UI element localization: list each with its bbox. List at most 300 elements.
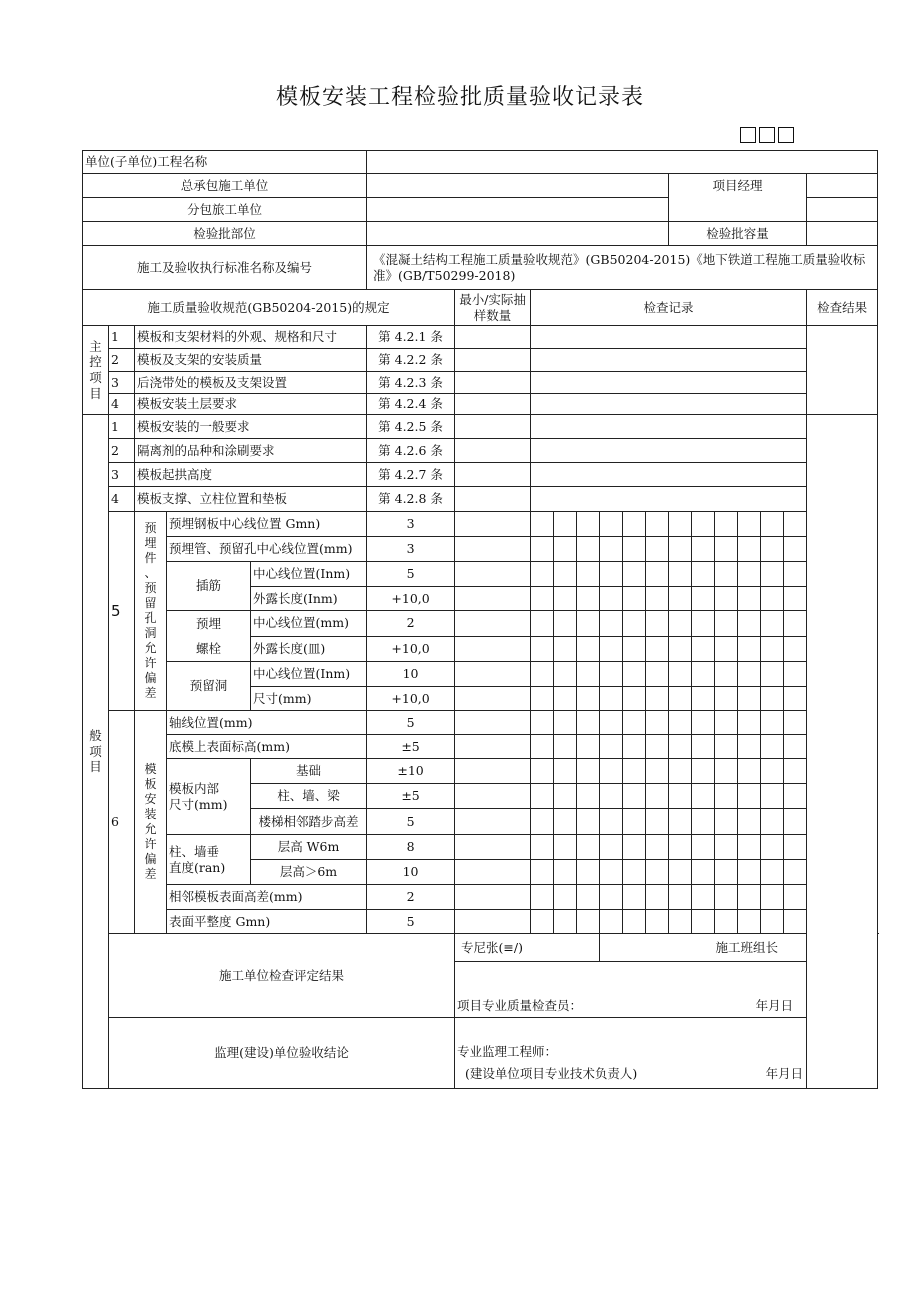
hole-label: 预留洞 [167, 662, 251, 711]
deviation-desc: 底模上表面标高(mm) [167, 735, 367, 759]
record-cell[interactable] [761, 537, 784, 562]
record-cell[interactable] [577, 636, 600, 662]
deviation-desc: 中心线位置(Inm) [251, 662, 367, 687]
record-cell[interactable] [531, 687, 554, 711]
sample-cell[interactable] [455, 611, 531, 637]
record-cell[interactable] [531, 735, 554, 759]
record-cell[interactable] [692, 809, 715, 835]
item-clause: 第 4.2.4 条 [367, 394, 455, 415]
record-cell[interactable] [761, 885, 784, 910]
record-cell[interactable] [577, 537, 600, 562]
standard-label: 施工及验收执行标准名称及编号 [83, 246, 367, 290]
record-cell[interactable] [692, 711, 715, 735]
bolt-label: 预埋 螺栓 [167, 611, 251, 662]
record-cell[interactable] [784, 636, 807, 662]
record-cell[interactable] [784, 687, 807, 711]
record-cell[interactable] [761, 562, 784, 587]
record-cell[interactable] [669, 587, 692, 611]
record-cell[interactable] [531, 394, 807, 415]
sample-cell[interactable] [455, 835, 531, 860]
record-cell[interactable] [738, 835, 761, 860]
deviation-desc: 楼梯相邻踏步高差 [251, 809, 367, 835]
record-cell[interactable] [738, 611, 761, 637]
record-cell[interactable] [761, 512, 784, 537]
sample-cell[interactable] [455, 326, 531, 349]
record-cell[interactable] [577, 711, 600, 735]
record-cell[interactable] [646, 711, 669, 735]
column-record: 检查记录 [531, 290, 807, 326]
deviation-value: 10 [367, 860, 455, 885]
sample-cell[interactable] [455, 759, 531, 784]
record-cell[interactable] [761, 784, 784, 809]
record-cell[interactable] [531, 487, 807, 512]
sample-cell[interactable] [455, 512, 531, 537]
record-cell[interactable] [669, 611, 692, 637]
record-cell[interactable] [554, 662, 577, 687]
record-cell[interactable] [784, 587, 807, 611]
record-cell[interactable] [784, 611, 807, 637]
record-cell[interactable] [577, 835, 600, 860]
record-cell[interactable] [646, 910, 669, 934]
record-cell[interactable] [738, 809, 761, 835]
sample-cell[interactable] [455, 711, 531, 735]
deviation-desc: 柱、墙、梁 [251, 784, 367, 809]
owner-row [457, 1066, 875, 1082]
record-cell[interactable] [692, 885, 715, 910]
record-cell[interactable] [554, 735, 577, 759]
item-clause: 第 4.2.2 条 [367, 349, 455, 372]
deviation-desc: 外露长度(Inm) [251, 587, 367, 611]
record-cell[interactable] [715, 687, 738, 711]
deviation-value: +10,0 [367, 636, 455, 662]
record-cell[interactable] [623, 835, 646, 860]
record-cell[interactable] [715, 784, 738, 809]
item-desc: 模板起拱高度 [135, 463, 367, 487]
record-cell[interactable] [554, 512, 577, 537]
record-cell[interactable] [623, 687, 646, 711]
record-cell[interactable] [761, 809, 784, 835]
main-control-label: 主 控 项 目 [83, 326, 109, 415]
record-cell[interactable] [646, 512, 669, 537]
record-cell[interactable] [784, 562, 807, 587]
record-cell[interactable] [669, 835, 692, 860]
sample-cell[interactable] [455, 735, 531, 759]
record-cell[interactable] [554, 687, 577, 711]
record-cell[interactable] [761, 759, 784, 784]
record-cell[interactable] [577, 809, 600, 835]
record-cell[interactable] [738, 687, 761, 711]
sample-cell[interactable] [455, 562, 531, 587]
record-cell[interactable] [715, 662, 738, 687]
record-cell[interactable] [554, 587, 577, 611]
item-desc: 模板安装的一般要求 [135, 415, 367, 439]
record-cell[interactable] [715, 611, 738, 637]
sample-cell[interactable] [455, 809, 531, 835]
record-cell[interactable] [738, 512, 761, 537]
subcontractor-value[interactable] [367, 198, 669, 222]
page-title: 模板安装工程检验批质量验收记录表 [275, 85, 644, 110]
record-cell[interactable] [692, 687, 715, 711]
record-cell[interactable] [623, 611, 646, 637]
record-cell[interactable] [531, 809, 554, 835]
record-cell[interactable] [554, 537, 577, 562]
record-cell[interactable] [692, 910, 715, 934]
record-cell[interactable] [531, 587, 554, 611]
deviation-desc: 轴线位置(mm) [167, 711, 367, 735]
record-cell[interactable] [577, 910, 600, 934]
record-cell[interactable] [784, 885, 807, 910]
record-cell[interactable] [646, 687, 669, 711]
record-cell[interactable] [623, 512, 646, 537]
sample-cell[interactable] [455, 662, 531, 687]
record-cell[interactable] [784, 784, 807, 809]
record-cell[interactable] [531, 562, 554, 587]
record-cell[interactable] [784, 537, 807, 562]
inspector-label: 项目专业质量检查员： [457, 998, 583, 1014]
record-cell[interactable] [577, 512, 600, 537]
record-cell[interactable] [531, 711, 554, 735]
record-cell[interactable] [784, 910, 807, 934]
verticality-label: 柱、墙垂 直度(ran) [167, 835, 251, 885]
record-cell[interactable] [784, 759, 807, 784]
sample-cell[interactable] [455, 394, 531, 415]
record-cell[interactable] [623, 735, 646, 759]
record-cell[interactable] [600, 910, 623, 934]
deviation-value: ±5 [367, 735, 455, 759]
record-cell[interactable] [646, 562, 669, 587]
record-cell[interactable] [623, 860, 646, 885]
deviation-desc: 外露长度(皿) [251, 636, 367, 662]
record-cell[interactable] [600, 587, 623, 611]
record-cell[interactable] [715, 910, 738, 934]
record-cell[interactable] [715, 587, 738, 611]
item5-group-label: 预 埋 件 、 预 留 孔 洞 允 许 偏 差 [135, 512, 167, 711]
record-cell[interactable] [623, 662, 646, 687]
record-cell[interactable] [554, 562, 577, 587]
record-cell[interactable] [600, 711, 623, 735]
record-cell[interactable] [761, 687, 784, 711]
record-cell[interactable] [531, 759, 554, 784]
record-cell[interactable] [669, 687, 692, 711]
record-cell[interactable] [531, 784, 554, 809]
record-cell[interactable] [600, 512, 623, 537]
record-cell[interactable] [646, 636, 669, 662]
item-desc: 后浇带处的模板及支架设置 [135, 372, 367, 394]
record-cell[interactable] [600, 835, 623, 860]
record-cell[interactable] [738, 662, 761, 687]
record-cell[interactable] [669, 910, 692, 934]
record-cell[interactable] [554, 759, 577, 784]
record-cell[interactable] [623, 809, 646, 835]
sample-cell[interactable] [455, 636, 531, 662]
record-cell[interactable] [600, 784, 623, 809]
record-cell[interactable] [692, 784, 715, 809]
record-cell[interactable] [577, 611, 600, 637]
construction-result-label: 施工单位检查评定结果 [109, 934, 455, 1018]
record-cell[interactable] [669, 562, 692, 587]
record-cell[interactable] [715, 537, 738, 562]
record-cell[interactable] [669, 784, 692, 809]
deviation-value: 10 [367, 662, 455, 687]
deviation-desc: 表面平整度 Gmn) [167, 910, 367, 934]
inspection-part-value[interactable] [367, 222, 669, 246]
inspection-table [82, 150, 878, 1089]
record-cell[interactable] [692, 611, 715, 637]
record-cell[interactable] [761, 735, 784, 759]
record-cell[interactable] [761, 860, 784, 885]
deviation-value: 5 [367, 809, 455, 835]
record-cell[interactable] [554, 809, 577, 835]
project-manager-value-2[interactable] [807, 198, 878, 222]
record-cell[interactable] [554, 711, 577, 735]
record-cell[interactable] [577, 587, 600, 611]
result-cell[interactable] [807, 326, 878, 415]
unit-project-value[interactable] [367, 151, 878, 174]
record-cell[interactable] [577, 662, 600, 687]
sample-cell[interactable] [455, 687, 531, 711]
record-cell[interactable] [784, 860, 807, 885]
record-cell[interactable] [623, 910, 646, 934]
item-desc: 模板和支架材料的外观、规格和尺寸 [135, 326, 367, 349]
record-cell[interactable] [738, 735, 761, 759]
record-cell[interactable] [692, 562, 715, 587]
record-cell[interactable] [600, 611, 623, 637]
deviation-desc: 相邻模板表面高差(mm) [167, 885, 367, 910]
record-cell[interactable] [715, 636, 738, 662]
record-cell[interactable] [531, 860, 554, 885]
deviation-value: 5 [367, 562, 455, 587]
record-cell[interactable] [600, 885, 623, 910]
record-cell[interactable] [623, 562, 646, 587]
record-cell[interactable] [646, 611, 669, 637]
record-cell[interactable] [531, 415, 807, 439]
record-cell[interactable] [761, 611, 784, 637]
record-cell[interactable] [554, 784, 577, 809]
record-cell[interactable] [600, 860, 623, 885]
record-cell[interactable] [554, 835, 577, 860]
sample-cell[interactable] [455, 860, 531, 885]
record-cell[interactable] [669, 809, 692, 835]
record-cell[interactable] [531, 835, 554, 860]
record-cell[interactable] [738, 562, 761, 587]
project-manager-value[interactable] [807, 174, 878, 198]
sample-cell[interactable] [455, 910, 531, 934]
record-cell[interactable] [531, 636, 554, 662]
record-cell[interactable] [738, 784, 761, 809]
item5-no: 5 [109, 512, 135, 711]
record-cell[interactable] [646, 662, 669, 687]
inspector-row [455, 962, 878, 1018]
record-cell[interactable] [600, 735, 623, 759]
record-cell[interactable] [531, 512, 554, 537]
record-cell[interactable] [738, 885, 761, 910]
record-cell[interactable] [669, 860, 692, 885]
record-cell[interactable] [577, 860, 600, 885]
record-cell[interactable] [646, 784, 669, 809]
record-cell[interactable] [715, 759, 738, 784]
record-cell[interactable] [692, 662, 715, 687]
record-cell[interactable] [623, 711, 646, 735]
record-cell[interactable] [623, 537, 646, 562]
record-cell[interactable] [554, 910, 577, 934]
deviation-desc: 层高 W6m [251, 835, 367, 860]
record-cell[interactable] [623, 885, 646, 910]
record-cell[interactable] [600, 537, 623, 562]
deviation-desc: 预埋管、预留孔中心线位置(mm) [167, 537, 367, 562]
record-cell[interactable] [715, 512, 738, 537]
record-cell[interactable] [554, 860, 577, 885]
record-cell[interactable] [623, 784, 646, 809]
record-cell[interactable] [738, 759, 761, 784]
column-result: 检查结果 [807, 290, 878, 326]
code-box[interactable] [740, 127, 756, 143]
sample-cell[interactable] [455, 439, 531, 463]
sample-cell[interactable] [455, 784, 531, 809]
deviation-value: 8 [367, 835, 455, 860]
general-label: 般 项 目 [83, 415, 109, 1089]
record-cell[interactable] [646, 809, 669, 835]
record-cell[interactable] [531, 910, 554, 934]
record-cell[interactable] [669, 512, 692, 537]
deviation-value: 5 [367, 910, 455, 934]
sample-cell[interactable] [455, 587, 531, 611]
record-cell[interactable] [692, 835, 715, 860]
record-cell[interactable] [531, 463, 807, 487]
record-cell[interactable] [715, 835, 738, 860]
code-box[interactable] [759, 127, 775, 143]
record-cell[interactable] [669, 885, 692, 910]
record-cell[interactable] [669, 537, 692, 562]
code-box[interactable] [778, 127, 794, 143]
record-cell[interactable] [577, 735, 600, 759]
record-cell[interactable] [761, 711, 784, 735]
record-cell[interactable] [692, 537, 715, 562]
record-cell[interactable] [784, 835, 807, 860]
record-cell[interactable] [715, 809, 738, 835]
sample-cell[interactable] [455, 349, 531, 372]
record-cell[interactable] [646, 537, 669, 562]
record-cell[interactable] [577, 562, 600, 587]
record-cell[interactable] [738, 537, 761, 562]
record-cell[interactable] [761, 662, 784, 687]
sample-cell[interactable] [455, 537, 531, 562]
record-cell[interactable] [784, 711, 807, 735]
record-cell[interactable] [738, 860, 761, 885]
record-cell[interactable] [692, 587, 715, 611]
sample-cell[interactable] [455, 372, 531, 394]
record-cell[interactable] [692, 512, 715, 537]
record-cell[interactable] [738, 711, 761, 735]
record-cell[interactable] [600, 636, 623, 662]
record-cell[interactable] [646, 735, 669, 759]
record-cell[interactable] [600, 759, 623, 784]
record-cell[interactable] [554, 636, 577, 662]
record-cell[interactable] [531, 439, 807, 463]
record-cell[interactable] [692, 735, 715, 759]
record-cell[interactable] [531, 662, 554, 687]
record-cell[interactable] [784, 662, 807, 687]
record-cell[interactable] [646, 885, 669, 910]
deviation-value: 2 [367, 611, 455, 637]
record-cell[interactable] [692, 759, 715, 784]
deviation-value: ±5 [367, 784, 455, 809]
record-cell[interactable] [669, 735, 692, 759]
record-cell[interactable] [784, 512, 807, 537]
supervision-label: 监理(建设)单位验收结论 [109, 1018, 455, 1089]
record-cell[interactable] [738, 910, 761, 934]
record-cell[interactable] [784, 809, 807, 835]
record-cell[interactable] [715, 735, 738, 759]
record-cell[interactable] [761, 835, 784, 860]
item-clause: 第 4.2.5 条 [367, 415, 455, 439]
item-no: 2 [109, 349, 135, 372]
sample-cell[interactable] [455, 463, 531, 487]
record-cell[interactable] [738, 636, 761, 662]
record-cell[interactable] [669, 711, 692, 735]
record-cell[interactable] [531, 326, 807, 349]
record-cell[interactable] [600, 687, 623, 711]
record-cell[interactable] [715, 885, 738, 910]
record-cell[interactable] [577, 784, 600, 809]
sample-cell[interactable] [455, 487, 531, 512]
item6-no: 6 [109, 711, 135, 934]
record-cell[interactable] [531, 611, 554, 637]
sample-cell[interactable] [455, 885, 531, 910]
record-cell[interactable] [669, 759, 692, 784]
record-cell[interactable] [531, 885, 554, 910]
record-cell[interactable] [577, 759, 600, 784]
deviation-value: 2 [367, 885, 455, 910]
record-cell[interactable] [646, 860, 669, 885]
record-cell[interactable] [692, 636, 715, 662]
record-cell[interactable] [646, 759, 669, 784]
record-cell[interactable] [669, 662, 692, 687]
record-cell[interactable] [531, 349, 807, 372]
record-cell[interactable] [784, 735, 807, 759]
record-cell[interactable] [600, 809, 623, 835]
record-cell[interactable] [554, 611, 577, 637]
deviation-value: +10,0 [367, 587, 455, 611]
record-cell[interactable] [761, 636, 784, 662]
record-cell[interactable] [531, 537, 554, 562]
record-cell[interactable] [715, 860, 738, 885]
record-cell[interactable] [715, 562, 738, 587]
general-contractor-value[interactable] [367, 174, 669, 198]
record-cell[interactable] [531, 372, 807, 394]
record-cell[interactable] [646, 835, 669, 860]
record-cell[interactable] [554, 885, 577, 910]
record-cell[interactable] [761, 910, 784, 934]
record-cell[interactable] [738, 587, 761, 611]
column-sample: 最小/实际抽样数量 [455, 290, 531, 326]
sample-cell[interactable] [455, 415, 531, 439]
record-cell[interactable] [646, 587, 669, 611]
record-cell[interactable] [600, 662, 623, 687]
record-cell[interactable] [669, 636, 692, 662]
record-cell[interactable] [600, 562, 623, 587]
record-cell[interactable] [715, 711, 738, 735]
deviation-desc: 中心线位置(Inm) [251, 562, 367, 587]
record-cell[interactable] [577, 885, 600, 910]
record-cell[interactable] [761, 587, 784, 611]
record-cell[interactable] [623, 587, 646, 611]
team-leader-label: 施工班组长 [600, 934, 807, 962]
record-cell[interactable] [623, 636, 646, 662]
record-cell[interactable] [623, 759, 646, 784]
batch-capacity-value[interactable] [807, 222, 878, 246]
record-cell[interactable] [692, 860, 715, 885]
record-cell[interactable] [577, 687, 600, 711]
